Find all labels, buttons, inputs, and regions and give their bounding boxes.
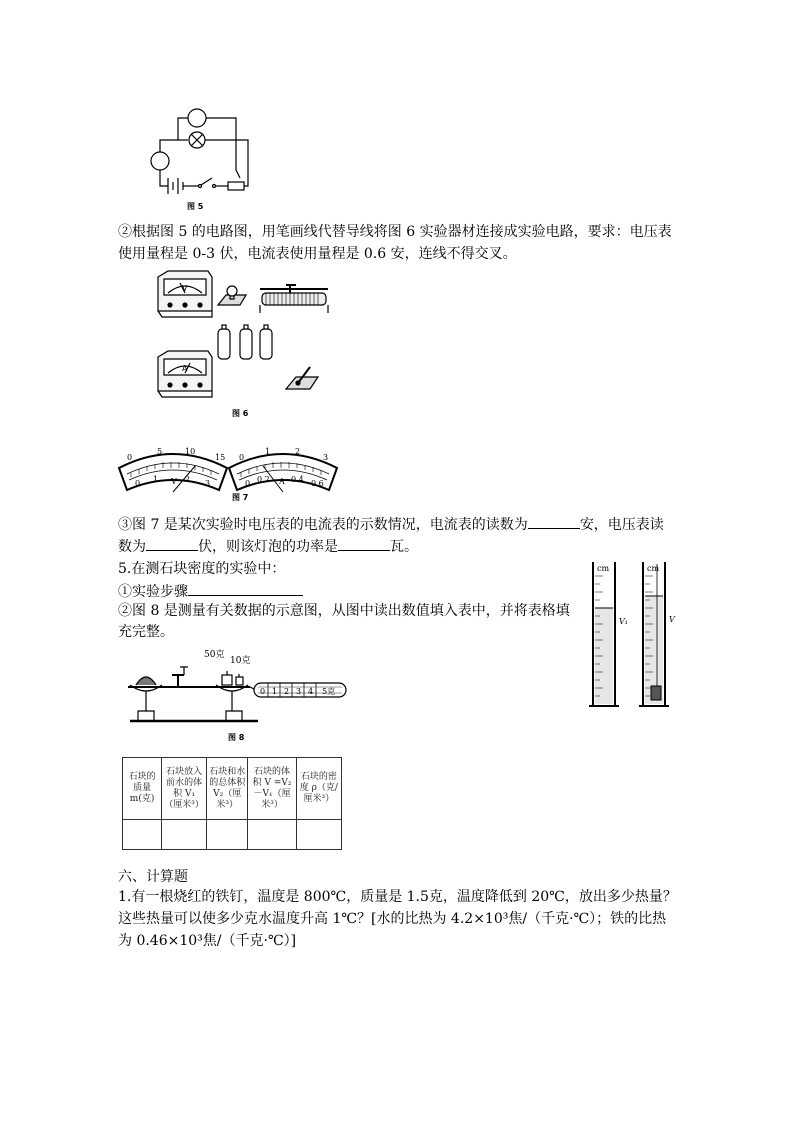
svg-text:10: 10 <box>185 447 196 456</box>
svg-text:3: 3 <box>205 479 211 488</box>
svg-text:2: 2 <box>284 687 290 696</box>
question-3-text-e: 瓦。 <box>390 539 418 555</box>
figure-8-balance <box>118 645 358 730</box>
battery-icon <box>218 325 272 359</box>
svg-text:1: 1 <box>153 475 159 484</box>
svg-text:V: V <box>182 284 188 293</box>
calc-question-1-line-2: 这些热量可以使多少克水温度升高 1℃？[水的比热为 4.2×10³焦/（千克·℃）；铁的比热 <box>118 911 667 927</box>
svg-text:3: 3 <box>296 687 302 696</box>
header-volume: 石块的体积 V =V₂－V₁（厘米³） <box>248 758 296 820</box>
svg-text:0: 0 <box>260 687 266 696</box>
question-3-text-d: 伏，则该灯泡的功率是 <box>198 539 338 555</box>
calc-question-1-line-1: 1.有一根烧红的铁钉，温度是 800℃，质量是 1.5克，温度降低到 20℃，放出多少热量？ <box>118 889 677 905</box>
svg-text:3: 3 <box>323 453 329 462</box>
svg-text:5: 5 <box>157 447 163 456</box>
figure-5-caption: 图 5 <box>187 202 204 211</box>
question-2-line-2: 使用量程是 0-3 伏，电流表使用量程是 0.6 安，连线不得交叉。 <box>118 246 517 262</box>
table-header-row <box>123 758 342 820</box>
answer-blank-current[interactable] <box>528 512 580 529</box>
svg-text:0: 0 <box>135 479 141 488</box>
svg-text:A: A <box>279 477 285 486</box>
cell-v1[interactable] <box>162 820 207 850</box>
question-3-text-a: ③图 7 是某次实验时电压表的电流表的示数情况，电流表的读数为 <box>118 517 528 533</box>
figure-6-apparatus <box>150 265 340 405</box>
svg-text:V: V <box>669 615 675 624</box>
svg-text:2: 2 <box>295 447 301 456</box>
figure-8-caption: 图 8 <box>228 733 245 742</box>
svg-text:10克: 10克 <box>230 656 251 666</box>
svg-text:cm: cm <box>597 564 610 573</box>
svg-text:V: V <box>171 477 177 486</box>
svg-text:0: 0 <box>239 453 245 462</box>
question-5-step-2-line-1: ②图 8 是测量有关数据的示意图，从图中读出数值填入表中，并将表格填 <box>118 603 570 619</box>
svg-text:2: 2 <box>185 475 191 484</box>
ammeter-icon <box>158 351 212 397</box>
calc-question-1-line-3: 为 0.46×10³焦/（千克·℃）] <box>118 933 297 949</box>
svg-text:A: A <box>182 364 188 373</box>
question-3-text-c: 数为 <box>118 539 146 555</box>
question-3-line-1 <box>118 512 664 536</box>
svg-text:0.2: 0.2 <box>257 475 270 484</box>
question-3-line-2 <box>118 534 418 558</box>
header-mass: 石块的质量 m(克) <box>123 758 162 820</box>
svg-text:1: 1 <box>272 687 278 696</box>
svg-text:0.6: 0.6 <box>311 479 324 488</box>
measurement-table <box>122 757 342 850</box>
table-row <box>123 820 342 850</box>
question-5-step-1-label: ①实验步骤 <box>118 584 188 600</box>
graduated-cylinders <box>585 560 680 708</box>
figure-7-meter-scales <box>115 440 340 500</box>
cell-v2[interactable] <box>206 820 247 850</box>
svg-text:1: 1 <box>265 447 271 456</box>
svg-text:0: 0 <box>127 453 133 462</box>
header-v1: 石块放入前水的体积 V₁（厘米³） <box>162 758 207 820</box>
svg-text:5克: 5克 <box>322 687 336 696</box>
figure-7-caption: 图 7 <box>232 493 249 502</box>
cell-density[interactable] <box>296 820 341 850</box>
svg-text:4: 4 <box>308 687 314 696</box>
figure-6-caption: 图 6 <box>232 409 249 418</box>
rheostat-icon <box>260 285 328 313</box>
section-6-title: 六、计算题 <box>118 869 188 885</box>
lamp-icon <box>218 286 246 305</box>
cell-volume[interactable] <box>248 820 296 850</box>
answer-blank-voltage[interactable] <box>146 534 198 551</box>
question-2-line-1: ②根据图 5 的电路图，用笔画线代替导线将图 6 实验器材连接成实验电路，要求：电压表 <box>118 224 672 240</box>
answer-blank-steps[interactable] <box>188 579 303 596</box>
voltmeter-icon <box>158 271 212 317</box>
svg-text:15: 15 <box>215 453 226 462</box>
figure-5-circuit-diagram <box>140 100 260 212</box>
question-5-title: 5.在测石块密度的实验中： <box>118 561 286 577</box>
header-density: 石块的密度 ρ（克/厘米³） <box>296 758 341 820</box>
switch-icon <box>286 367 318 389</box>
svg-text:0: 0 <box>245 479 251 488</box>
svg-text:50克: 50克 <box>204 650 225 660</box>
header-v2: 石块和水的总体积 V₂（厘米³） <box>206 758 247 820</box>
question-5-step-2-line-2: 充完整。 <box>118 624 174 640</box>
svg-text:V₁: V₁ <box>619 617 628 626</box>
answer-blank-power[interactable] <box>338 534 390 551</box>
svg-text:0.4: 0.4 <box>291 475 304 484</box>
svg-text:cm: cm <box>647 564 660 573</box>
cell-mass[interactable] <box>123 820 162 850</box>
question-3-text-b: 安，电压表读 <box>579 517 664 533</box>
